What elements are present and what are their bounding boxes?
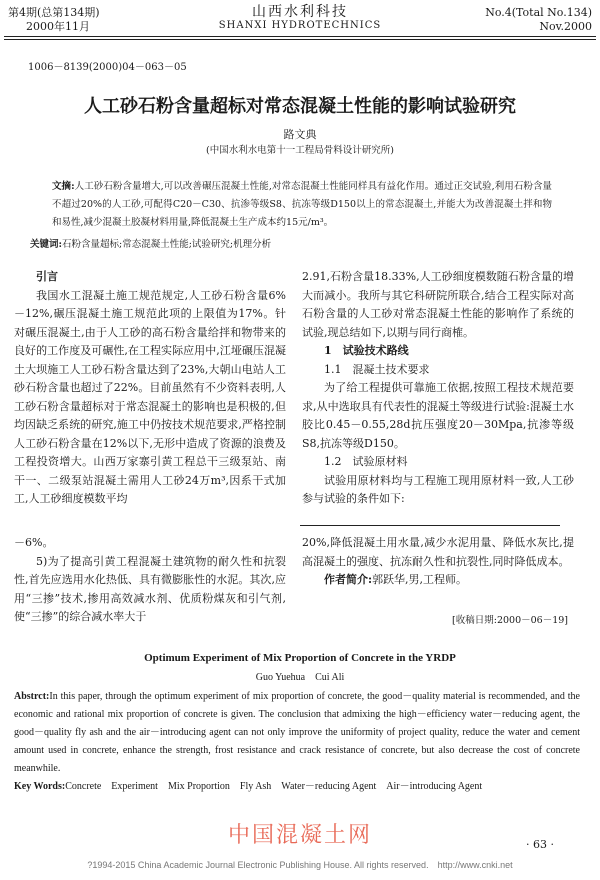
author-bio-label: 作者简介: xyxy=(324,573,373,586)
keywords-text: 石粉含量超标;常态混凝土性能;试验研究;机理分析 xyxy=(62,239,272,250)
received-date: [收稿日期:2000－06－19] xyxy=(452,615,568,626)
left-column xyxy=(14,268,286,509)
bottom-right-column xyxy=(302,534,574,590)
page-number: · 63 · xyxy=(526,838,554,851)
column-divider-rule xyxy=(300,525,560,526)
copyright-notice: ?1994-2015 China Academic Journal Electronic Publishing House. All rights reserved. http://www.cnki.net xyxy=(87,860,513,870)
journal-title-cn: 山西水利科技 xyxy=(252,4,348,20)
bottom-right-paragraph: 20%,降低混凝土用水量,减少水泥用量、降低水灰比,提高混凝土的强度、抗冻耐久性和抗裂性,同时降低成本。 xyxy=(302,536,574,568)
section-heading-1-1: 1.1 混凝土技术要求 xyxy=(324,362,430,376)
header-issue-en xyxy=(485,6,592,34)
bottom-left-paragraph: 5)为了提高引黄工程混凝土建筑物的耐久性和抗裂性,首先应选用水化热低、具有微膨胀性的水泥。其次,应用“三掺”技术,掺用高效减水剂、优质粉煤灰和引气剂,使“三掺”的综合减水率大于 xyxy=(14,554,286,623)
bottom-left-line: －6%。 xyxy=(14,536,54,549)
intro-paragraph: 我国水工混凝土施工规范规定,人工砂石粉含量6%－12%,碾压混凝土施工规范此项的上限值为17%。针对碾压混凝土,由于人工砂的高石粉含量给拌和物带来的良好的工作度及可碾性,在工程实际应用中,江垭碾压混凝土大坝施工人工砂石粉含量达到了23%,大朝山电站人工砂石粉含量也超过了22%。目前虽然有不少资料表明,人工砂石粉含量超标对于常态混凝土的影响也是积极的,但均因缺乏系统的研究,施工中仍按技术规范要求,严格控制人工砂石粉含量在12%以下,无形中造成了资源的浪费及工程投资增大。山西万家寨引黄工程总干三级泵站、南干一、二级泵站混凝土需用人工砂24万m³,因系干式加工,人工砂细度模数平均 xyxy=(14,288,286,505)
paper-title: 人工砂石粉含量超标对常态混凝土性能的影响试验研究 xyxy=(84,96,516,117)
author-bio xyxy=(302,571,574,590)
article-code: 1006－8139(2000)04－063－05 xyxy=(28,62,187,73)
issue-label-en: No.4(Total No.134) xyxy=(485,6,592,19)
keywords xyxy=(30,236,570,250)
english-keywords-label: Key Words: xyxy=(14,781,66,792)
english-keywords-text: Concrete Experiment Mix Proportion Fly Ash Water－reducing Agent Air－introducing Agent xyxy=(65,781,483,792)
english-authors: Guo Yuehua Cui Ali xyxy=(255,672,345,683)
right-paragraph-2: 为了给工程提供可靠施工依据,按照工程技术规范要求,从中选取具有代表性的混凝土等级进行试验:混凝土水胶比0.45－0.55,28d抗压强度20－30Mpa,抗渗等级S8,抗冻等级D150。 xyxy=(302,381,574,450)
right-column xyxy=(302,268,574,509)
section-heading-intro: 引言 xyxy=(36,270,58,283)
abstract-text: 人工砂石粉含量增大,可以改善碾压混凝土性能,对常态混凝土性能同样具有益化作用。通过正交试验,利用石粉含量不超过20%的人工砂,可配得C20－C30、抗渗等级S8、抗冻等级D150以上的常态混凝土,并能大为改善混凝土拌和物和易性,减少混凝土胶凝材料用量,降低混凝土生产成本约15元/m³。 xyxy=(52,181,552,228)
section-heading-1-2: 1.2 试验原材料 xyxy=(324,455,408,468)
affiliation: (中国水利水电第十一工程局骨料设计研究所) xyxy=(206,145,394,156)
watermark: 中国混凝土网 xyxy=(227,823,372,848)
keywords-label: 关键词: xyxy=(30,239,63,250)
header-rule-bottom xyxy=(4,39,596,40)
english-abstract-text: In this paper, through the optimum experiment of mix proportion of concrete, the good－quality material is recommended, and the economic and rational mix proportion of concrete is given. The conclusion that admixing the high－efficiency water－reducing agent, the good－quality fly ash and the air－introducing agent can not only improve the uniformity of project quality, reduce the water and cement amount used in concrete, enhance the strength, frost resistance and crack resistance of concrete, but also decrease the cost of concrete meanwhile. xyxy=(14,691,580,774)
abstract-label: 文摘: xyxy=(52,181,75,192)
english-abstract xyxy=(14,688,580,796)
author-name: 路文典 xyxy=(283,128,317,141)
english-title: Optimum Experiment of Mix Proportion of Concrete in the YRDP xyxy=(144,652,456,664)
journal-title-en: SHANXI HYDROTECHNICS xyxy=(218,20,382,31)
header-rule-top xyxy=(4,36,596,37)
right-paragraph-3: 试验用原材料均与工程施工现用原材料一致,人工砂参与试验的条件如下: xyxy=(302,473,574,505)
issue-date: 2000年11月 xyxy=(26,20,90,33)
english-abstract-label: Abstrct: xyxy=(14,691,50,702)
bottom-left-column xyxy=(14,534,286,627)
section-heading-1: 1 试验技术路线 xyxy=(324,344,409,357)
right-paragraph-1: 2.91,石粉含量18.33%,人工砂细度模数随石粉含量的增大而减小。我所与其它科研院所联合,结合工程实际对高石粉含量的人工砂对常态混凝土性能的影响作了系统的试验,现总结如下,以期与同行商榷。 xyxy=(302,270,574,339)
issue-label: 第4期(总第134期) xyxy=(8,6,100,19)
author-bio-text: 郭跃华,男,工程师。 xyxy=(372,573,468,586)
abstract xyxy=(52,178,552,232)
issue-date-en: Nov.2000 xyxy=(539,20,592,33)
